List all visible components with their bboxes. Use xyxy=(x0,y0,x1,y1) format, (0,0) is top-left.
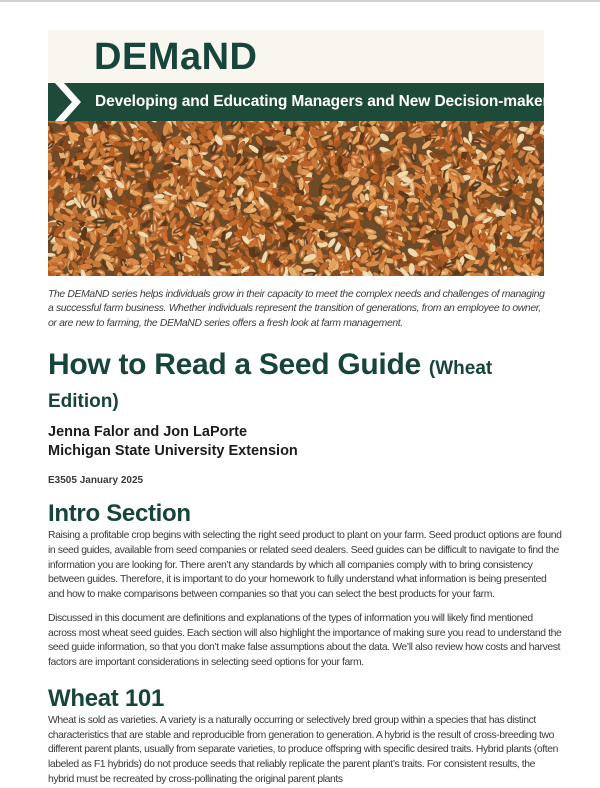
publication-code: E3505 January 2025 xyxy=(48,475,563,486)
demand-masthead xyxy=(48,30,544,83)
series-banner-title: Developing and Educating Managers and New Decision-makers xyxy=(48,93,557,111)
article-title xyxy=(48,348,563,414)
document-content xyxy=(48,2,563,788)
article-title-suffix: (Wheat Edition) xyxy=(48,358,492,412)
article-affiliation: Michigan State University Extension xyxy=(48,442,563,462)
article-authors: Jenna Falor and Jon LaPorte xyxy=(48,423,563,443)
demand-logo: DEMaND xyxy=(48,38,257,76)
series-banner xyxy=(48,83,544,121)
paragraph: Wheat is sold as varieties. A variety is a naturally occurring or selectively bred group within a species that has distinct characteristics that are stable and reproducible from generation to generation. A hybrid is the result of cross-breeding two different parent plants, usually from separate varieties, to produce offspring with specific desired traits. Hybrid plants (often labeled as F1 hybrids) do not produce seeds that reliably replicate the parent plant’s traits. For consistent results, the hybrid must be recreated by cross-pollinating the original parent plants xyxy=(48,714,563,788)
wheat-kernels-photo xyxy=(48,121,544,276)
paragraph: Discussed in this document are definitions and explanations of the types of information you will likely find mentioned across most wheat seed guides. Each section will also highlight the importance of making sure you read to understand the seed guide information, so that you don’t make false assumptions about the data. We’ll also review how costs and harvest factors are important considerations in selecting seed options for your farm. xyxy=(48,612,563,671)
chevron-right-icon xyxy=(55,83,81,121)
section-heading-wheat-101: Wheat 101 xyxy=(48,686,563,712)
article-byline xyxy=(48,423,563,462)
article-title-main: How to Read a Seed Guide xyxy=(48,348,421,381)
series-description: The DEMaND series helps individuals grow in their capacity to meet the complex needs and challenges of managing a successful farm business. Whether individuals represent the transition of generations, from an employee to owner, or are new to farming, the DEMaND series offers a fresh look at farm management. xyxy=(48,288,548,331)
section-heading-intro: Intro Section xyxy=(48,501,563,527)
paragraph: Raising a profitable crop begins with selecting the right seed product to plant on your farm. Seed product options are found in seed guides, available from seed companies or related seed dealers. Seed guides can be difficult to navigate to find the information you are looking for. There aren’t any standards by which all companies comply with to bring consistency between guides. Therefore, it is important to do your homework to fully understand what information is being presented and how to make comparisons between companies so that you can select the best products for your farm. xyxy=(48,529,563,603)
